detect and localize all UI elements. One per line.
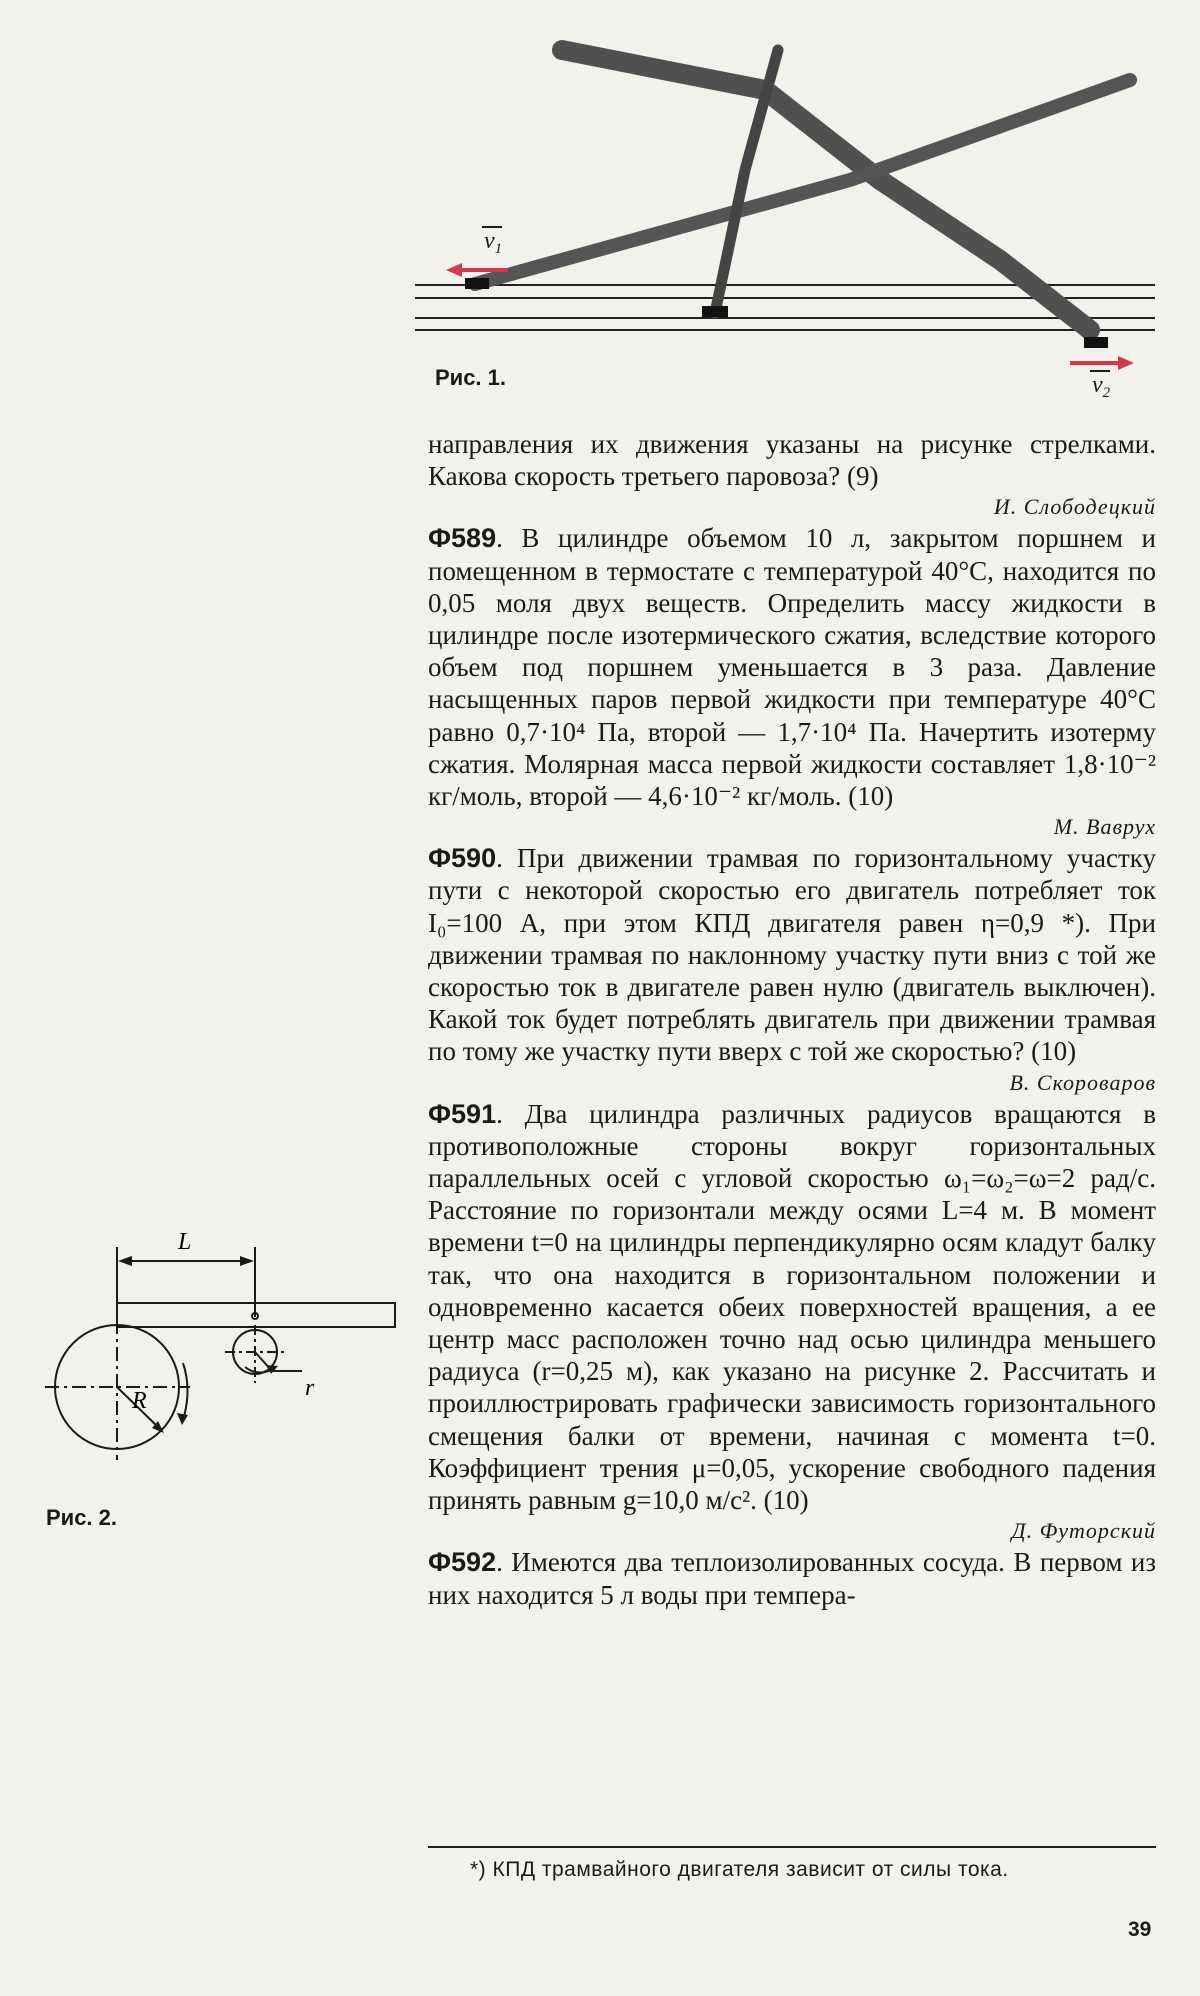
v1-label: $v_1$ xyxy=(484,228,503,257)
problem-590-text: . При движении трамвая по горизонтальному участку пути с некоторой скоростью его двигатель потребляет ток I₀=100 А, при этом КПД двигателя равен η=0,9 *). При движении трамвая по наклонному участку пути вниз с той же скоростью ток в двигателе равен нулю (двигатель выключен). Какой ток будет потреблять двигатель при движении трамвая по тому же участку пути вверх с той же скоростью? (10) xyxy=(428,843,1156,1067)
L-arrowhead-right xyxy=(240,1256,254,1266)
locomotive-2 xyxy=(702,306,728,317)
locomotive-3 xyxy=(1084,337,1108,348)
problem-590-number: Ф590 xyxy=(428,843,497,874)
v2-label: $v_2$ xyxy=(1092,372,1111,401)
footnote-divider xyxy=(428,1846,1156,1848)
large-rotation-arrowhead xyxy=(177,1413,188,1425)
velocity-arrow-v2 xyxy=(1070,356,1134,370)
figure-1-caption: Рис. 1. xyxy=(435,365,507,390)
problem-591-number: Ф591 xyxy=(428,1098,497,1129)
problem-589-number: Ф589 xyxy=(428,523,497,554)
smoke-trails xyxy=(475,50,1130,330)
figure-1-drawing xyxy=(410,30,1170,420)
problem-592 xyxy=(428,1546,1156,1610)
figure-2-drawing xyxy=(40,1225,400,1495)
problem-592-number: Ф592 xyxy=(428,1547,497,1578)
locomotive-1 xyxy=(465,278,489,289)
problem-591-author: Д. Футорский xyxy=(1011,1518,1156,1544)
figure-2-caption: Рис. 2. xyxy=(46,1505,118,1530)
footnote: *) КПД трамвайного двигателя зависит от силы тока. xyxy=(470,1858,1009,1881)
problem-591-text: . Два цилиндра различных радиусов вращаются в противоположные стороны вокруг горизонтальных параллельных осей с угловой скоростью ω₁=ω₂=ω=2 рад/с. Расстояние по горизонтали между осями L=4 м. В момент времени t=0 на цилиндры перпендикулярно осям кладут балку так, что она находится в горизонтальном положении и одновременно касается обеих поверхностей вращения, а ее центр масс расположен точно над осью цилиндра меньшего радиуса (r=0,25 м), как указано на рисунке 2. Рассчитать и проиллюстрировать графически зависимость горизонтального смещения балки от времени, начиная с момента t=0. Коэффициент трения μ=0,05, ускорение свободного падения принять равным g=10,0 м/с². (10) xyxy=(428,1098,1156,1516)
main-text-column xyxy=(428,428,1156,1611)
r-label: r xyxy=(305,1375,315,1401)
page-number: 39 xyxy=(1128,1918,1152,1941)
intro-author: И. Слободецкий xyxy=(993,494,1156,520)
problem-590 xyxy=(428,842,1156,1067)
problem-590-author: В. Скороваров xyxy=(1009,1069,1156,1095)
problem-589-author: М. Ваврух xyxy=(1053,814,1156,840)
L-label: L xyxy=(178,1229,192,1255)
problem-589 xyxy=(428,522,1156,812)
large-rotation-arrow xyxy=(183,1363,188,1420)
L-arrowhead-left xyxy=(118,1256,132,1266)
problem-589-text: . В цилиндре объемом 10 л, закрытом поршнем и помещенном в термостате с температурой 40°С, находится по 0,05 моля двух веществ. Определить массу жидкости в цилиндре после изотермического сжатия, вследствие которого объем под поршнем уменьшается в 3 раза. Давление насыщенных паров первой жидкости при температуре 40°С равно 0,7·10⁴ Па, второй — 1,7·10⁴ Па. Начертить изотерму сжатия. Молярная масса первой жидкости составляет 1,8·10⁻² кг/моль, второй — 4,6·10⁻² кг/моль. (10) xyxy=(428,523,1156,812)
problem-592-text: . Имеются два теплоизолированных сосуда. В первом из них находится 5 л воды при темпера- xyxy=(428,1547,1156,1610)
problem-591 xyxy=(428,1098,1156,1517)
R-label: R xyxy=(132,1388,147,1414)
intro-paragraph: направления их движения указаны на рисунке стрелками. Какова скорость третьего паровоза? (9) xyxy=(428,429,1156,492)
